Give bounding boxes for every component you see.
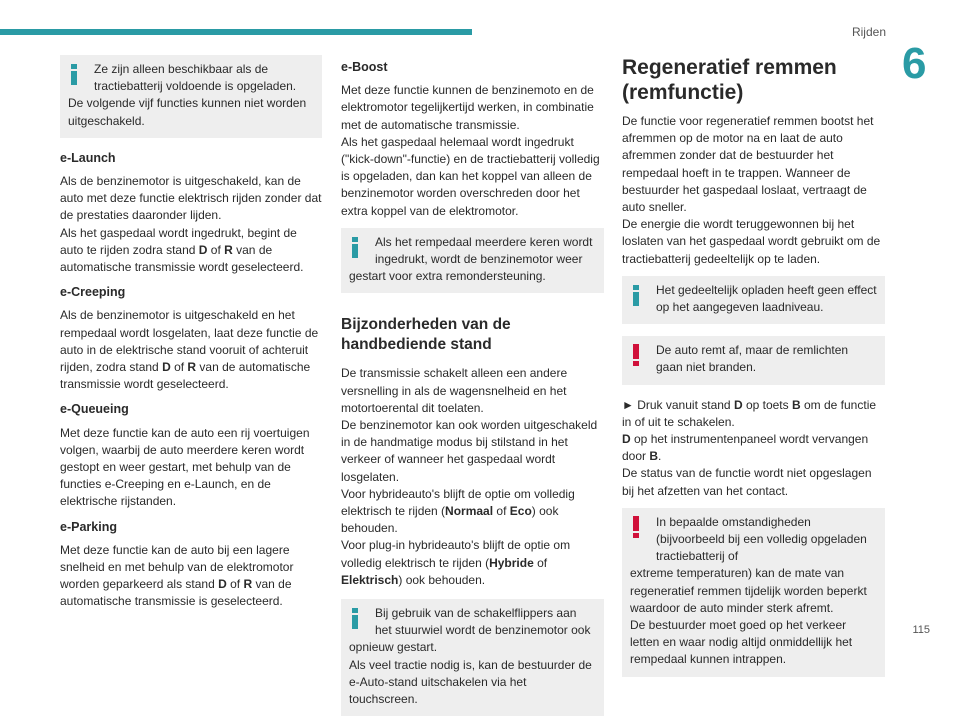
heading-regenerative-braking: Regeneratief remmen (remfunctie) <box>622 56 837 104</box>
warning-icon <box>633 516 639 538</box>
info-icon <box>352 608 358 629</box>
paragraph: Met deze functie kan de auto een rij voertuigen volgen, waarbij de auto meerdere keren wordt gestopt en weer gestart, met behulp van de functies e-Creeping en e-Launch, en de elektrische rijstanden. <box>60 425 310 509</box>
header-accent-bar <box>0 29 472 35</box>
paragraph: Als de benzinemotor is uitgeschakeld, kan de auto met deze functie elektrisch rijden zonder dat de prestaties daaronder lijden. Als het gaspedaal wordt ingedrukt, begint de auto te rijden zodra stand D of R van de automatische transmissie wordt geselecteerd. <box>60 174 322 275</box>
info-note <box>341 228 604 294</box>
heading-equeueing: e-Queueing <box>60 402 129 417</box>
info-icon <box>352 237 358 258</box>
info-note <box>622 276 885 324</box>
info-note <box>341 599 604 716</box>
info-icon <box>71 64 77 85</box>
heading-manual-mode: Bijzonderheden van de handbediende stand <box>341 316 511 354</box>
note-text: Bij gebruik van de schakelflippers aan het stuurwiel wordt de benzinemotor ook <box>375 606 591 638</box>
note-text: extreme temperaturen) kan de mate van regeneratief remmen tijdelijk worden beperkt waardoor de auto minder sterk afremt. De bestuurder moet goed op het verkeer letten en waar nodig altijd onmiddellijk het rempedaal kunnen intrappen. <box>630 566 867 667</box>
note-text: In bepaalde omstandigheden (bijvoorbeeld bij een volledig opgeladen tractiebatterij of <box>656 514 867 564</box>
paragraph: Met deze functie kan de auto bij een lagere snelheid en met behulp van de elektromotor worden geparkeerd als stand D of R van de automatische transmissie is geselecteerd. <box>60 542 294 609</box>
paragraph: ► Druk vanuit stand D op toets B om de functie in of uit te schakelen. D op het instrumentenpaneel wordt vervangen door B. De status van de functie wordt niet opgeslagen bij het afzetten van het contact. <box>622 397 877 498</box>
note-text: gestart voor extra remondersteuning. <box>349 269 546 284</box>
heading-ecreeping: e-Creeping <box>60 285 126 300</box>
note-text: opnieuw gestart. Als veel tractie nodig is, kan de bestuurder de e-Auto-stand uitschakelen via het touchscreen. <box>349 640 592 707</box>
paragraph: De functie voor regeneratief remmen bootst het afremmen op de motor na en laat de auto afremmen zonder dat de bestuurder het rempedaal hoeft in te trappen. Wanneer de bestuurder het gaspedaal loslaat, vertraagt de auto sneller. De energie die wordt teruggewonnen bij het loslaten van het gaspedaal wordt gebruikt om de tractiebatterij gedeeltelijk op te laden. <box>622 114 881 266</box>
paragraph: Met deze functie kunnen de benzinemoto en de elektromotor tegelijkertijd werken, in combinatie met de automatische transmissie. Als het gaspedaal helemaal wordt ingedrukt ("kick-down"-functie) en de tractiebatterij volledig is opgeladen, dan kan het koppel van alleen de benzinemotor worden overschreden door het extra koppel van de elektromotor. <box>341 83 600 218</box>
heading-eparking: e-Parking <box>60 519 117 534</box>
info-icon <box>633 285 639 306</box>
warning-note <box>622 336 885 384</box>
note-text: De auto remt af, maar de remlichten gaan niet branden. <box>656 343 849 375</box>
column-1 <box>60 55 322 619</box>
paragraph: Als de benzinemotor is uitgeschakeld en het rempedaal wordt losgelaten, laat deze functie de auto in de elektrische stand vooruit of achteruit rijden, zodra stand D of R van de automatische transmissie wordt geselecteerd. <box>60 308 319 392</box>
note-text: Ze zijn alleen beschikbaar als de tractiebatterij voldoende is opgeladen. <box>94 62 297 94</box>
column-3 <box>622 55 885 689</box>
paragraph: De transmissie schakelt alleen een andere versnelling in als de wagensnelheid en het motortoerental dit toelaten. De benzinemotor kan ook worden uitgeschakeld in de handmatige modus bij stilstand in het verkeer of wanneer het gaspedaal wordt losgelaten. Voor hybrideauto's blijft de optie om volledig elektrisch te rijden (Normaal of Eco) ook behouden. Voor plug-in hybrideauto's blijft de optie om volledig elektrisch te rijden (Hybride of Elektrisch) ook behouden. <box>341 366 598 587</box>
note-text: De volgende vijf functies kunnen niet worden uitgeschakeld. <box>68 96 307 128</box>
warning-note <box>622 508 885 677</box>
note-text: Als het rempedaal meerdere keren wordt ingedrukt, wordt de benzinemotor weer <box>375 234 593 267</box>
warning-icon <box>633 344 639 366</box>
info-note <box>60 55 322 138</box>
chapter-number: 6 <box>902 39 927 88</box>
page-number: 115 <box>912 624 930 636</box>
heading-elaunch: e-Launch <box>60 150 116 165</box>
note-text: Het gedeeltelijk opladen heeft geen effect op het aangegeven laadniveau. <box>656 282 877 315</box>
section-title: Rijden <box>851 25 886 39</box>
column-2 <box>341 55 604 728</box>
heading-eboost: e-Boost <box>341 60 388 74</box>
